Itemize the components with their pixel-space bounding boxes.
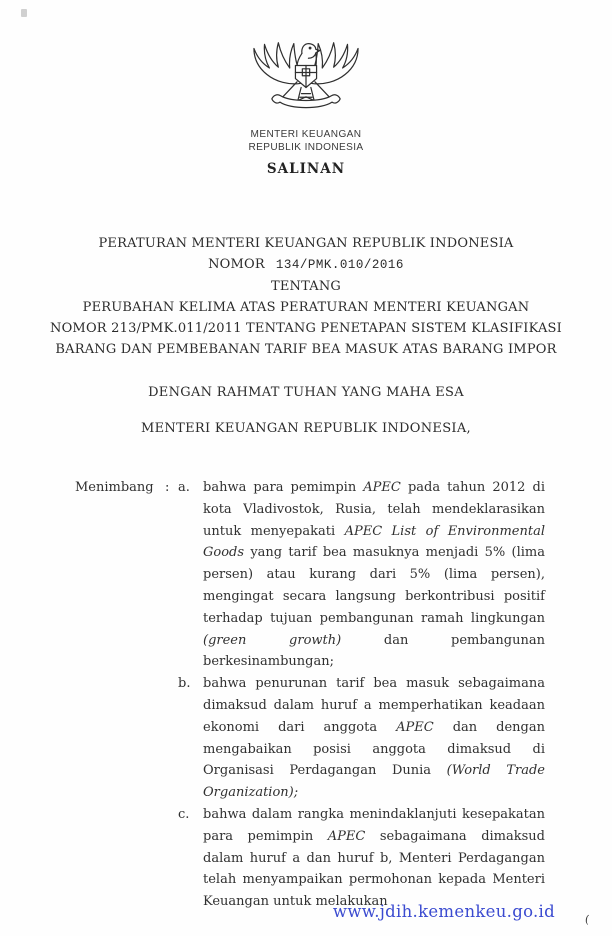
scan-artifact: ( bbox=[584, 912, 590, 927]
item-text: bahwa penurunan tarif bea masuk sebagaimana dimaksud dalam huruf a memperhatikan keadaan ekonomi dari anggota APEC dan dengan mengabaikan posisi anggota dimaksud di Organisasi Perdagangan Dunia (World Trade Organization); bbox=[203, 676, 546, 801]
considerations-list bbox=[178, 477, 545, 913]
item-marker: b. bbox=[178, 676, 191, 692]
consideration-item bbox=[178, 804, 545, 913]
regulation-number-line bbox=[0, 254, 612, 276]
subject-line-1: PERUBAHAN KELIMA ATAS PERATURAN MENTERI KEUANGAN bbox=[82, 300, 530, 315]
garuda-pancasila-emblem bbox=[0, 36, 612, 126]
scan-artifact bbox=[21, 9, 27, 17]
menimbang-colon: : bbox=[165, 480, 170, 495]
item-marker: c. bbox=[178, 806, 190, 822]
letterhead bbox=[0, 0, 612, 177]
item-text: bahwa para pemimpin APEC pada tahun 2012 di kota Vladivostok, Rusia, telah mendeklarasikan untuk menyepakati APEC List of Environmental Goods yang tarif bea masuknya menjadi 5% (lima persen) atau kurang dari 5% (lima persen), mengingat secara langsung berkontribusi positif terhadap tujuan pembangunan ramah lingkungan (green growth) dan pembangunan berkesinambungan; bbox=[203, 480, 545, 670]
invocation-line: DENGAN RAHMAT TUHAN YANG MAHA ESA bbox=[148, 385, 464, 400]
consideration-item bbox=[178, 477, 545, 673]
ministry-name-line1: MENTERI KEUANGAN bbox=[250, 128, 362, 140]
title-block bbox=[0, 233, 612, 360]
subject-line-3: BARANG DAN PEMBEBANAN TARIF BEA MASUK ATAS BARANG IMPOR bbox=[55, 342, 557, 357]
item-text: bahwa dalam rangka menindaklanjuti kesepakatan para pemimpin APEC sebagaimana dimaksud dalam huruf a dan huruf b, Menteri Perdagangan telah menyampaikan permohonan kepada Menteri Keuangan untuk melakukan bbox=[203, 806, 545, 910]
authority-line: MENTERI KEUANGAN REPUBLIK INDONESIA, bbox=[141, 421, 471, 436]
subject-line-2: NOMOR 213/PMK.011/2011 TENTANG PENETAPAN SISTEM KLASIFIKASI bbox=[50, 321, 562, 336]
nomor-value: 134/PMK.010/2016 bbox=[275, 258, 404, 272]
item-marker: a. bbox=[178, 480, 190, 495]
copy-stamp-salinan: SALINAN bbox=[266, 161, 346, 177]
consideration-item bbox=[178, 673, 545, 804]
regulation-heading: PERATURAN MENTERI KEUANGAN REPUBLIK INDONESIA bbox=[98, 236, 514, 251]
tentang-label: TENTANG bbox=[270, 279, 342, 294]
jdih-url[interactable]: www.jdih.kemenkeu.go.id bbox=[332, 902, 555, 921]
ministry-name-line2: REPUBLIK INDONESIA bbox=[248, 141, 364, 153]
menimbang-label: Menimbang bbox=[75, 480, 154, 495]
nomor-label: NOMOR bbox=[208, 257, 265, 272]
considerations-section bbox=[0, 477, 612, 913]
